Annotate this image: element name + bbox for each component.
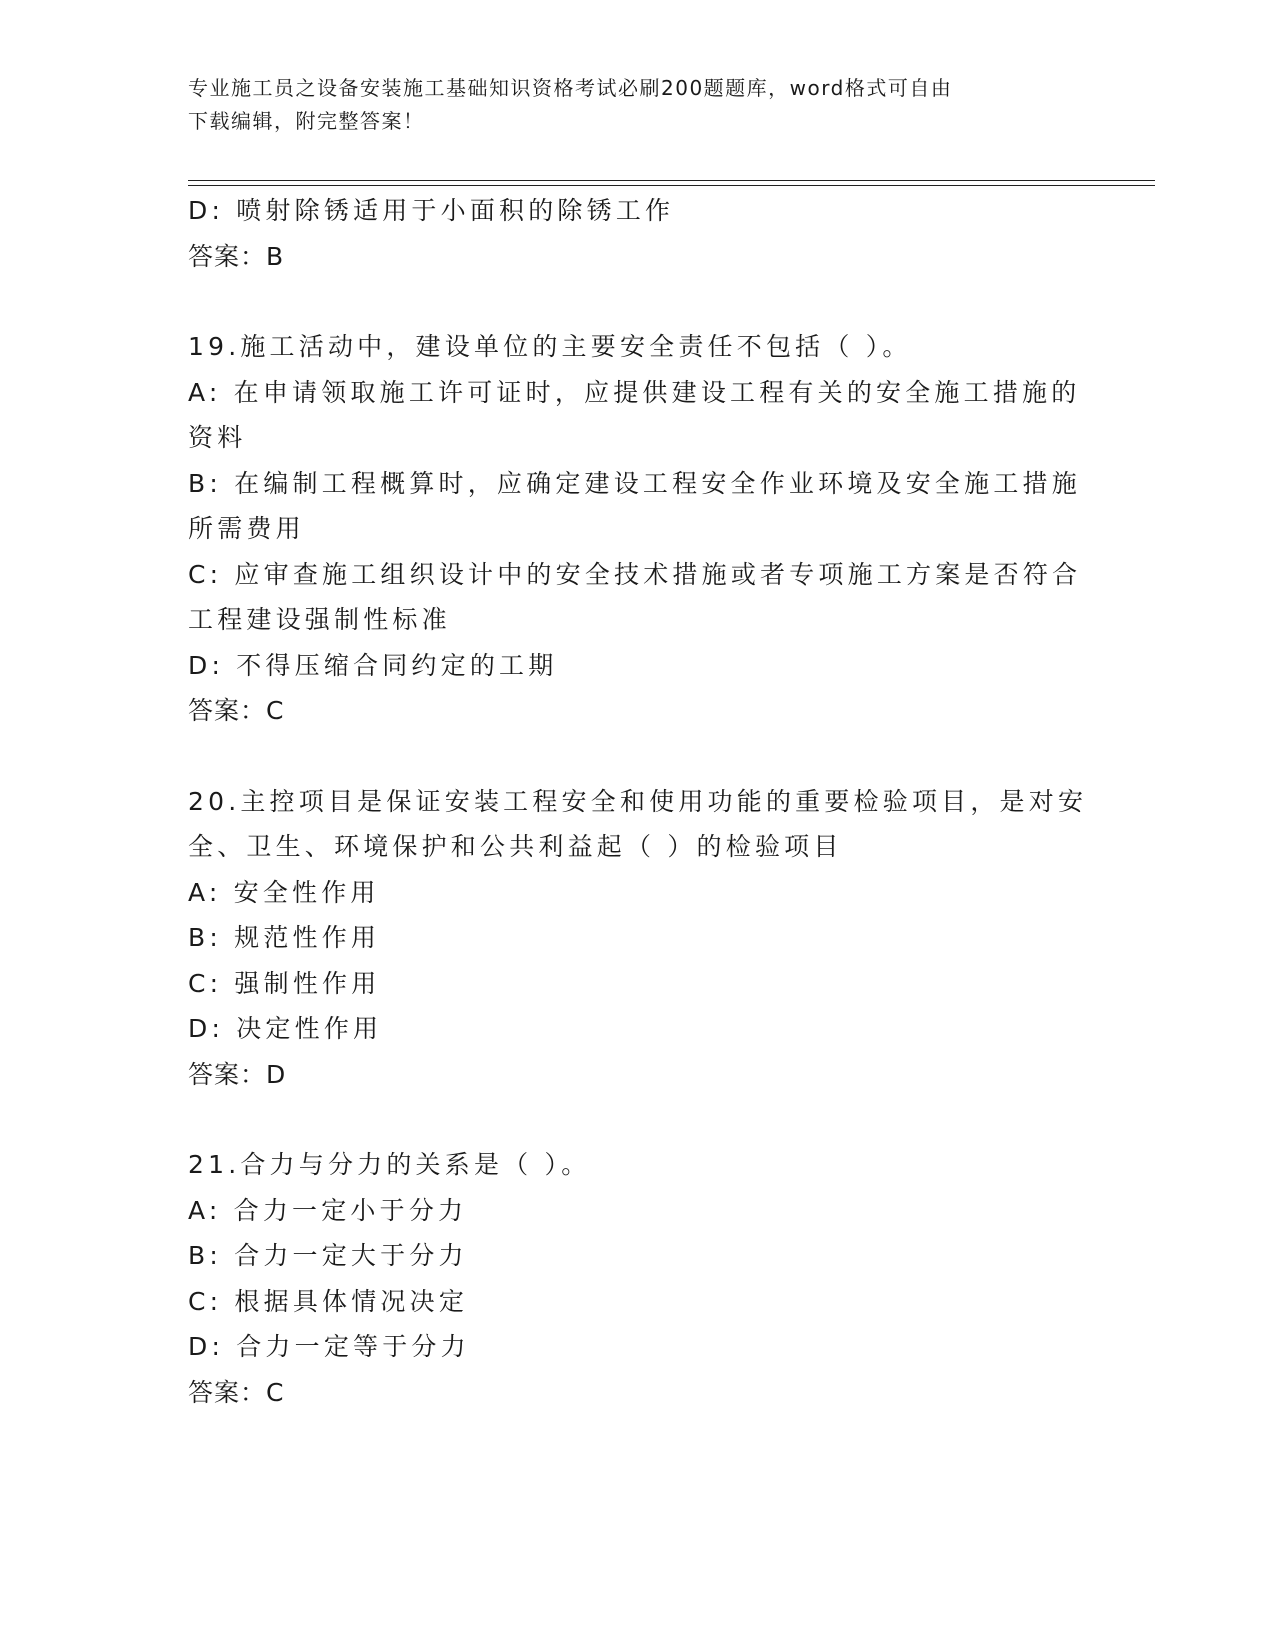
option-a: A: 安全性作用 xyxy=(188,877,380,907)
option-b: B: 合力一定大于分力 xyxy=(188,1241,468,1270)
question-19 xyxy=(188,324,1082,734)
question-stem-continued: 全、卫生、环境保护和公共利益起（ ）的检验项目 xyxy=(188,832,843,861)
answer-line: 答案：D xyxy=(188,1059,287,1089)
question-list xyxy=(188,188,1088,1415)
block-spacer xyxy=(188,1097,1068,1142)
option-d: D: 不得压缩合同约定的工期 xyxy=(188,650,558,680)
question-21 xyxy=(188,1142,1068,1415)
header-rule-bottom xyxy=(188,185,1155,186)
option-c-continued: 工程建设强制性标准 xyxy=(188,605,451,634)
answer-line: 答案：C xyxy=(188,1377,285,1407)
carry-over-block xyxy=(188,188,1068,279)
question-stem: 20.主控项目是保证安装工程安全和使用功能的重要检验项目，是对安 xyxy=(188,786,1088,816)
header-line-2: 下载编辑，附完整答案！ xyxy=(188,109,425,133)
option-a: A: 合力一定小于分力 xyxy=(188,1195,468,1225)
option-a: A: 在申请领取施工许可证时，应提供建设工程有关的安全施工措施的 xyxy=(188,377,1081,407)
option-b: B: 规范性作用 xyxy=(188,923,381,952)
question-stem: 21.合力与分力的关系是（ ）。 xyxy=(188,1150,591,1179)
option-b-continued: 所需费用 xyxy=(188,514,305,543)
document-header xyxy=(188,72,1068,138)
option-c: C: 强制性作用 xyxy=(188,968,381,998)
header-rule-top xyxy=(188,180,1155,181)
option-d: D: 决定性作用 xyxy=(188,1014,383,1043)
answer-line: 答案：C xyxy=(188,696,285,725)
option-a-continued: 资料 xyxy=(188,423,247,452)
option-c: C: 根据具体情况决定 xyxy=(188,1286,469,1316)
question-stem: 19.施工活动中，建设单位的主要安全责任不包括（ ）。 xyxy=(188,332,912,361)
option-b: B: 在编制工程概算时，应确定建设工程安全作业环境及安全施工措施 xyxy=(188,468,1081,498)
option-c: C: 应审查施工组织设计中的安全技术措施或者专项施工方案是否符合 xyxy=(188,559,1082,589)
block-spacer xyxy=(188,734,1068,779)
option-d: D: 合力一定等于分力 xyxy=(188,1332,470,1361)
header-line-1: 专业施工员之设备安装施工基础知识资格考试必刷200题题库，word格式可自由 xyxy=(188,76,953,100)
answer-line: 答案：B xyxy=(188,241,285,271)
option-d: D: 喷射除锈适用于小面积的除锈工作 xyxy=(188,196,675,225)
question-20 xyxy=(188,779,1088,1098)
block-spacer xyxy=(188,279,1068,324)
